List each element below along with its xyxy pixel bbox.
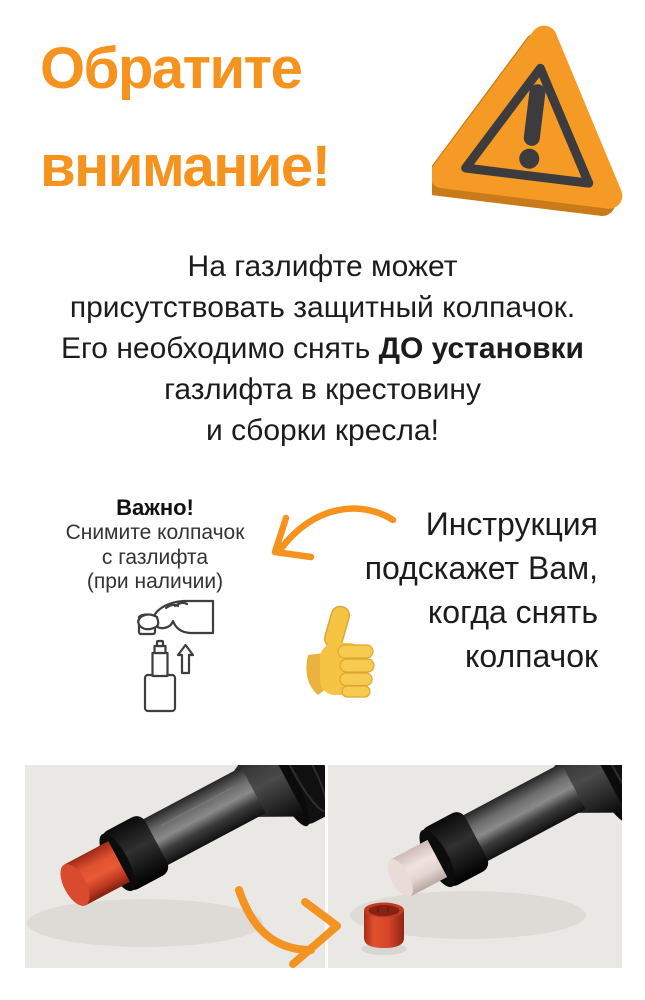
instruction-line: колпачок — [464, 638, 598, 674]
page-title — [40, 20, 330, 216]
important-line: (при наличии) — [86, 570, 224, 593]
title-line-2: внимание! — [40, 134, 330, 199]
notice-line — [0, 328, 645, 369]
important-line: с газлифта — [101, 545, 209, 569]
notice-line: газлифта в крестовину — [164, 373, 481, 406]
notice-line: присутствовать защитный колпачок. — [69, 291, 576, 324]
remove-cap-diagram-icon — [110, 596, 215, 714]
notice-line: и сборки кресла! — [206, 414, 439, 447]
instruction-line: когда снять — [427, 594, 598, 630]
photo-gas-lift-cap-removed — [328, 765, 622, 968]
instruction-line: Инструкция — [425, 506, 598, 542]
important-title: Важно! — [116, 495, 194, 520]
title-line-1: Обратите — [40, 36, 302, 101]
important-line: Снимите колпачок — [65, 521, 245, 544]
important-note — [40, 495, 270, 595]
notice-line: На газлифте может — [187, 250, 458, 283]
notice-text — [0, 246, 645, 451]
instruction-line: подскажет Вам, — [364, 550, 598, 586]
notice-line-3-bold: ДО установки — [378, 332, 584, 365]
instruction-text — [365, 502, 598, 678]
warning-triangle-icon — [432, 16, 637, 224]
notice-line-3-prefix: Его необходимо снять — [61, 332, 379, 365]
transition-arrow-right-icon — [225, 880, 355, 990]
